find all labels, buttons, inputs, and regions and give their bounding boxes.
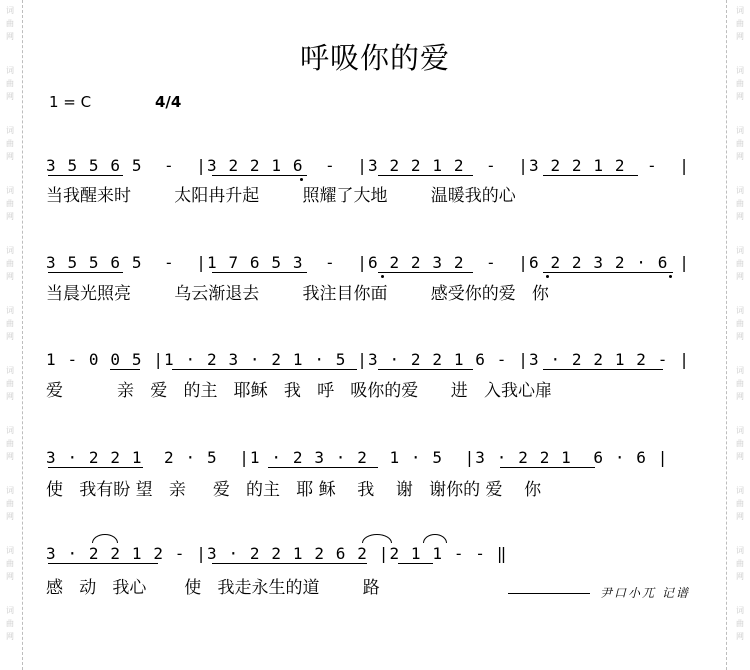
watermark-char: 网 xyxy=(6,212,14,221)
watermark-stamp xyxy=(733,304,747,343)
watermark-char: 词 xyxy=(736,186,744,195)
watermark-char: 网 xyxy=(736,452,744,461)
watermark-char: 网 xyxy=(6,392,14,401)
watermark-char: 曲 xyxy=(6,379,14,388)
lyrics-row-3: 爱 亲 爱 的主 耶稣 我 呼 吸你的爱 进 入我心扉 xyxy=(46,381,552,401)
watermark-char: 网 xyxy=(736,332,744,341)
watermark-char: 网 xyxy=(736,32,744,41)
watermark-char: 曲 xyxy=(6,259,14,268)
beam-underline xyxy=(212,175,307,176)
slur-mark xyxy=(92,534,118,543)
beam-underline xyxy=(212,563,367,564)
watermark-char: 词 xyxy=(6,6,14,15)
slur-mark xyxy=(423,534,447,543)
slur-mark xyxy=(362,534,392,543)
beam-underline xyxy=(212,272,307,273)
watermark-char: 网 xyxy=(6,512,14,521)
watermark-char: 曲 xyxy=(736,379,744,388)
watermark-stamp xyxy=(3,604,17,643)
watermark-char: 曲 xyxy=(6,439,14,448)
notation-row-5: 3 · 2 2 1 2 - |3 · 2 2 1 2 6 2 |2 1 1 - - ‖ xyxy=(46,544,508,563)
watermark-char: 词 xyxy=(736,6,744,15)
beam-underline xyxy=(110,369,140,370)
watermark-char: 曲 xyxy=(6,619,14,628)
beam-underline xyxy=(543,369,663,370)
watermark-char: 网 xyxy=(736,152,744,161)
notation-row-2: 3 5 5 6 5 - |1 7 6 5 3 - |6 2 2 3 2 - |6 2 2 3 2 · 6 | xyxy=(46,253,690,272)
octave-dot xyxy=(300,178,303,181)
watermark-char: 网 xyxy=(6,632,14,641)
watermark-char: 曲 xyxy=(736,259,744,268)
lyrics-row-1: 当我醒来时 太阳冉升起 照耀了大地 温暖我的心 xyxy=(46,186,516,206)
watermark-char: 词 xyxy=(736,306,744,315)
watermark-char: 词 xyxy=(6,546,14,555)
watermark-char: 词 xyxy=(6,186,14,195)
beam-underline xyxy=(500,467,595,468)
watermark-char: 词 xyxy=(6,486,14,495)
watermark-char: 网 xyxy=(736,392,744,401)
watermark-char: 曲 xyxy=(6,79,14,88)
watermark-stamp xyxy=(3,304,17,343)
watermark-stamp xyxy=(733,184,747,223)
beam-underline xyxy=(48,563,158,564)
watermark-char: 曲 xyxy=(6,199,14,208)
watermark-char: 网 xyxy=(6,272,14,281)
watermark-char: 网 xyxy=(6,452,14,461)
watermark-char: 曲 xyxy=(736,79,744,88)
watermark-stamp xyxy=(733,364,747,403)
lyrics-row-2: 当晨光照亮 乌云渐退去 我注目你面 感受你的爱 你 xyxy=(46,284,549,304)
watermark-stamp xyxy=(733,424,747,463)
watermark-char: 词 xyxy=(6,66,14,75)
watermark-char: 曲 xyxy=(736,19,744,28)
beam-underline xyxy=(398,563,433,564)
watermark-char: 曲 xyxy=(736,499,744,508)
watermark-char: 曲 xyxy=(736,559,744,568)
beam-underline xyxy=(378,369,473,370)
signature-line xyxy=(508,593,590,594)
watermark-stamp xyxy=(3,424,17,463)
watermark-char: 网 xyxy=(6,152,14,161)
beam-underline xyxy=(48,272,123,273)
time-signature: 4/4 xyxy=(155,93,182,111)
watermark-stamp xyxy=(3,124,17,163)
watermark-char: 网 xyxy=(6,32,14,41)
watermark-char: 曲 xyxy=(6,139,14,148)
watermark-char: 曲 xyxy=(6,19,14,28)
watermark-char: 词 xyxy=(736,606,744,615)
notation-row-4: 3 · 2 2 1 2 · 5 |1 · 2 3 · 2 1 · 5 |3 · 2 2 1 6 · 6 | xyxy=(46,448,669,467)
left-margin-line xyxy=(22,0,23,670)
watermark-stamp xyxy=(3,484,17,523)
watermark-char: 词 xyxy=(736,246,744,255)
page-title: 呼吸你的爱 xyxy=(299,41,450,75)
watermark-char: 曲 xyxy=(6,559,14,568)
octave-dot xyxy=(546,275,549,278)
watermark-stamp xyxy=(3,544,17,583)
watermark-char: 网 xyxy=(736,92,744,101)
lyrics-row-4: 使 我有盼 望 亲 爱 的主 耶 稣 我 谢 谢你的 爱 你 xyxy=(46,480,542,500)
watermark-char: 词 xyxy=(736,126,744,135)
beam-underline xyxy=(48,175,123,176)
watermark-char: 网 xyxy=(6,572,14,581)
watermark-stamp xyxy=(3,244,17,283)
watermark-char: 曲 xyxy=(736,319,744,328)
watermark-stamp xyxy=(733,604,747,643)
beam-underline xyxy=(378,272,473,273)
right-margin-line xyxy=(726,0,727,670)
watermark-stamp xyxy=(733,484,747,523)
watermark-char: 曲 xyxy=(736,439,744,448)
watermark-char: 词 xyxy=(6,606,14,615)
watermark-char: 网 xyxy=(736,212,744,221)
watermark-char: 曲 xyxy=(736,199,744,208)
notation-row-1: 3 5 5 6 5 - |3 2 2 1 6 - |3 2 2 1 2 - |3 2 2 1 2 - | xyxy=(46,156,690,175)
watermark-stamp xyxy=(3,364,17,403)
lyrics-row-5: 感 动 我心 使 我走永生的道 路 xyxy=(46,578,380,598)
watermark-char: 曲 xyxy=(6,499,14,508)
watermark-stamp xyxy=(733,244,747,283)
key-signature: 1 = C xyxy=(49,93,92,111)
watermark-stamp xyxy=(733,124,747,163)
octave-dot xyxy=(669,275,672,278)
watermark-char: 曲 xyxy=(736,139,744,148)
watermark-char: 词 xyxy=(736,486,744,495)
watermark-char: 网 xyxy=(736,272,744,281)
watermark-char: 词 xyxy=(736,546,744,555)
beam-underline xyxy=(268,467,378,468)
watermark-char: 词 xyxy=(736,366,744,375)
watermark-char: 网 xyxy=(736,512,744,521)
watermark-char: 词 xyxy=(6,126,14,135)
watermark-char: 曲 xyxy=(736,619,744,628)
watermark-char: 网 xyxy=(736,572,744,581)
watermark-stamp xyxy=(733,544,747,583)
watermark-char: 曲 xyxy=(6,319,14,328)
watermark-char: 词 xyxy=(736,426,744,435)
beam-underline xyxy=(543,175,638,176)
beam-underline xyxy=(378,175,473,176)
watermark-char: 网 xyxy=(736,632,744,641)
watermark-char: 词 xyxy=(6,426,14,435)
watermark-char: 词 xyxy=(6,246,14,255)
transcriber-signature: 尹口小兀 记谱 xyxy=(600,586,690,600)
notation-row-3: 1 - 0 0 5 |1 · 2 3 · 2 1 · 5 |3 · 2 2 1 6 - |3 · 2 2 1 2 - | xyxy=(46,350,690,369)
beam-underline xyxy=(543,272,673,273)
watermark-char: 词 xyxy=(736,66,744,75)
octave-dot xyxy=(381,275,384,278)
watermark-char: 网 xyxy=(6,332,14,341)
watermark-char: 网 xyxy=(6,92,14,101)
watermark-stamp xyxy=(3,184,17,223)
beam-underline xyxy=(48,467,143,468)
watermark-char: 词 xyxy=(6,306,14,315)
beam-underline xyxy=(172,369,357,370)
watermark-char: 词 xyxy=(6,366,14,375)
